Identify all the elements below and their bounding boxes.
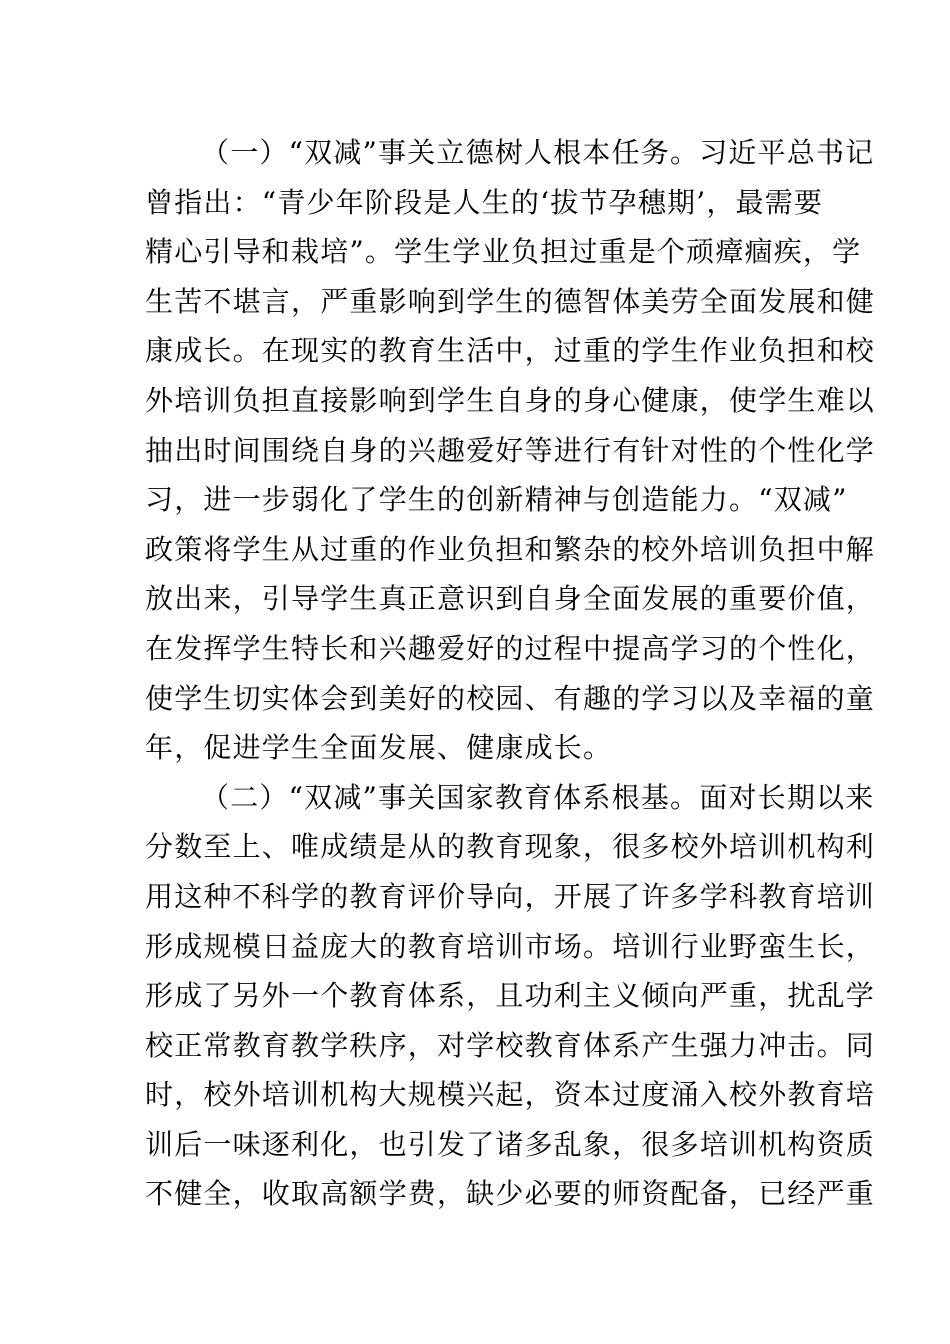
text-line: 形成了另外一个教育体系，且功利主义倾向严重，扰乱学	[145, 979, 876, 1013]
text-line: 不健全，收取高额学费，缺少必要的师资配备，已经严重	[145, 1177, 876, 1211]
text-line: 政策将学生从过重的作业负担和繁杂的校外培训负担中解	[145, 532, 876, 566]
text-line: 训后一味逐利化，也引发了诸多乱象，很多培训机构资质	[145, 1127, 876, 1161]
text-line: 分数至上、唯成绩是从的教育现象，很多校外培训机构利	[145, 830, 876, 864]
text-line: 生苦不堪言，严重影响到学生的德智体美劳全面发展和健	[145, 284, 876, 318]
text-line: 使学生切实体会到美好的校园、有趣的学习以及幸福的童	[145, 681, 876, 715]
paragraph-2	[145, 773, 876, 1219]
text-line: 形成规模日益庞大的教育培训市场。培训行业野蛮生长，	[145, 929, 876, 963]
text-line: 习，进一步弱化了学生的创新精神与创造能力。“双减”	[145, 483, 848, 517]
paragraph-1	[145, 128, 876, 773]
text-line: 时，校外培训机构大规模兴起，资本过度涌入校外教育培	[145, 1078, 876, 1112]
text-line: 用这种不科学的教育评价导向，开展了许多学科教育培训	[145, 879, 876, 913]
text-line: 放出来，引导学生真正意识到自身全面发展的重要价值，	[145, 582, 876, 616]
text-line: 抽出时间围绕自身的兴趣爱好等进行有针对性的个性化学	[145, 433, 876, 467]
text-line: （一）“双减”事关立德树人根本任务。习近平总书记	[201, 136, 875, 169]
text-line: 年，促进学生全面发展、健康成长。	[145, 731, 613, 765]
text-line: 外培训负担直接影响到学生自身的身心健康，使学生难以	[145, 383, 876, 417]
text-line: 校正常教育教学秩序，对学校教育体系产生强力冲击。同	[145, 1028, 876, 1062]
text-line: 曾指出：“青少年阶段是人生的‘拔节孕穗期’，最需要	[145, 185, 824, 219]
text-line: （二）“双减”事关国家教育体系根基。面对长期以来	[201, 780, 875, 814]
text-line: 在发挥学生特长和兴趣爱好的过程中提高学习的个性化，	[145, 631, 876, 665]
text-line: 康成长。在现实的教育生活中，过重的学生作业负担和校	[145, 334, 876, 368]
text-line: 精心引导和栽培”。学生学业负担过重是个顽瘴痼疾，学	[145, 235, 862, 269]
body-text	[145, 128, 876, 1219]
